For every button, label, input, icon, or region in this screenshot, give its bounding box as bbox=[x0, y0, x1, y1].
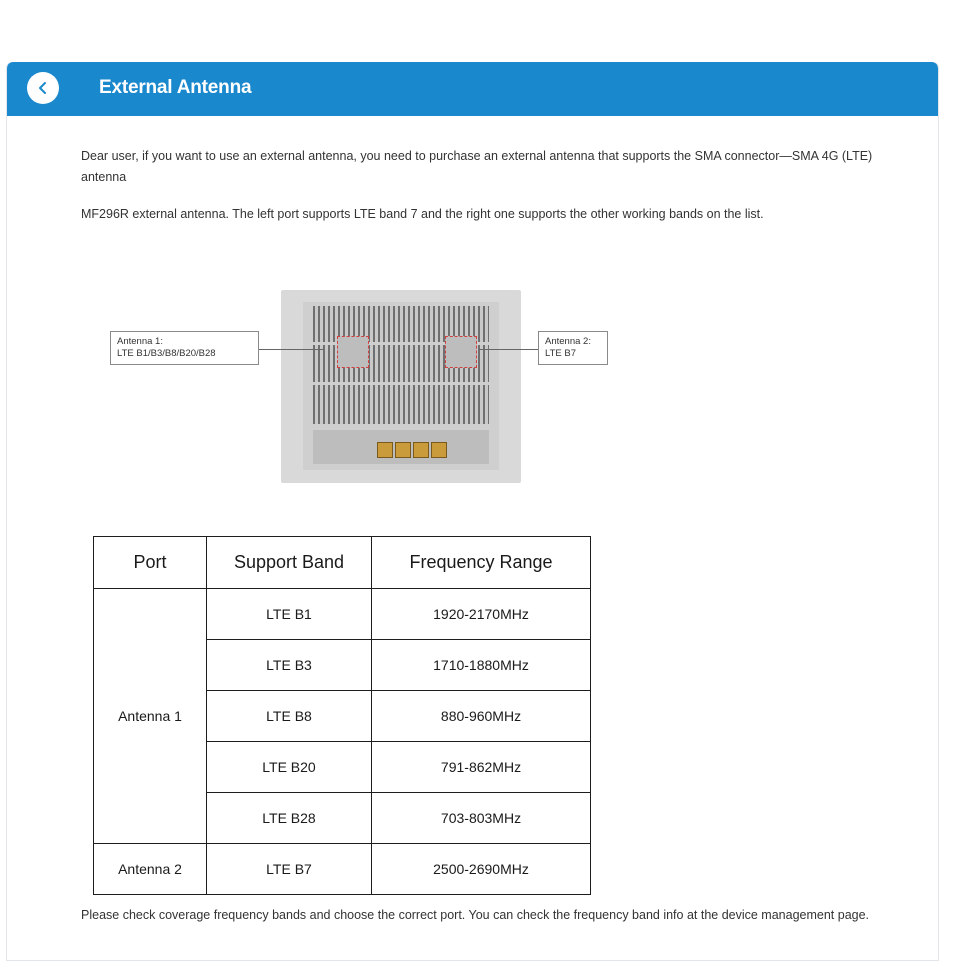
column-header-port: Port bbox=[94, 537, 207, 589]
band-cell: LTE B28 bbox=[207, 793, 372, 844]
port-cell: Antenna 2 bbox=[94, 844, 207, 895]
band-cell: LTE B3 bbox=[207, 640, 372, 691]
range-cell: 791-862MHz bbox=[372, 742, 591, 793]
antenna1-bands: LTE B1/B3/B8/B20/B28 bbox=[117, 348, 216, 359]
antenna2-label bbox=[538, 331, 608, 365]
footer-note: Please check coverage frequency bands and choose the correct port. You can check the frequency band info at the device management page. bbox=[81, 908, 870, 922]
column-header-support-band: Support Band bbox=[207, 537, 372, 589]
page-header bbox=[7, 62, 938, 116]
back-button[interactable] bbox=[27, 72, 59, 104]
table-row bbox=[94, 844, 591, 895]
intro-text: Dear user, if you want to use an external antenna, you need to purchase an external antenna that supports the SMA connector—SMA 4G (LTE) antenna bbox=[81, 149, 873, 184]
frequency-band-table bbox=[93, 536, 591, 895]
column-header-frequency-range: Frequency Range bbox=[372, 537, 591, 589]
antenna1-port-marker bbox=[337, 336, 369, 368]
antenna2-name: Antenna 2: bbox=[545, 336, 591, 347]
antenna2-bands: LTE B7 bbox=[545, 348, 576, 359]
range-cell: 2500-2690MHz bbox=[372, 844, 591, 895]
range-cell: 703-803MHz bbox=[372, 793, 591, 844]
chevron-left-icon bbox=[36, 81, 50, 95]
page-title: External Antenna bbox=[99, 77, 252, 98]
antenna2-port-marker bbox=[445, 336, 477, 368]
ports-strip bbox=[313, 430, 489, 464]
router-back-image bbox=[281, 290, 521, 483]
ports-description: MF296R external antenna. The left port supports LTE band 7 and the right one supports the other working bands on the list. bbox=[81, 207, 764, 221]
band-cell: LTE B8 bbox=[207, 691, 372, 742]
port-cell: Antenna 1 bbox=[94, 589, 207, 844]
antenna1-label bbox=[110, 331, 259, 365]
table-row bbox=[94, 589, 591, 640]
band-cell: LTE B20 bbox=[207, 742, 372, 793]
band-cell: LTE B7 bbox=[207, 844, 372, 895]
range-cell: 880-960MHz bbox=[372, 691, 591, 742]
range-cell: 1920-2170MHz bbox=[372, 589, 591, 640]
band-cell: LTE B1 bbox=[207, 589, 372, 640]
range-cell: 1710-1880MHz bbox=[372, 640, 591, 691]
antenna1-name: Antenna 1: bbox=[117, 336, 163, 347]
